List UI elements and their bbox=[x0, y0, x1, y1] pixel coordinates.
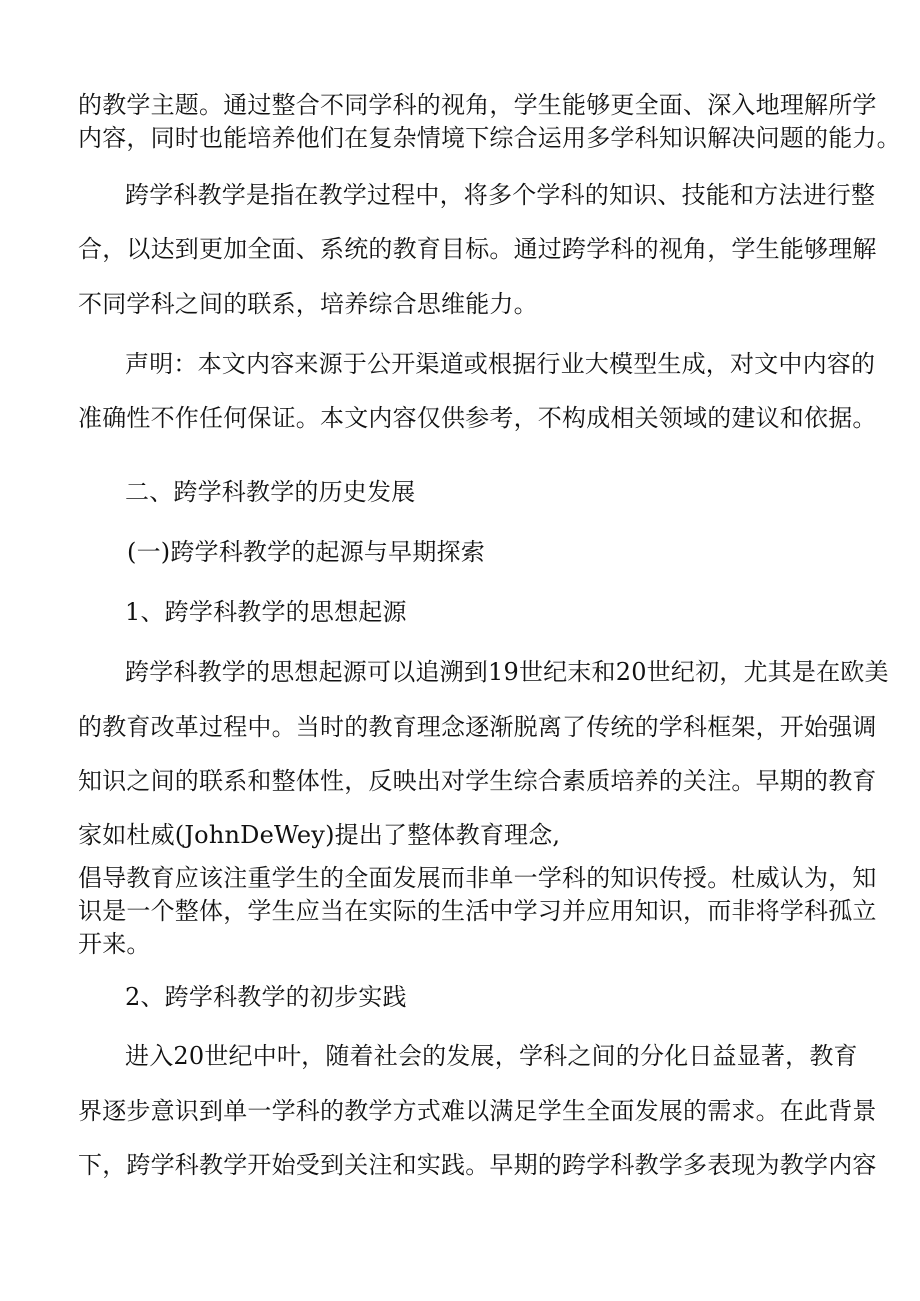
paragraph-line: 合，以达到更加全面、系统的教育目标。通过跨学科的视角，学生能够理解 bbox=[78, 235, 877, 263]
paragraph-line: 开来。 bbox=[78, 930, 151, 958]
disclaimer-line: 声明：本文内容来源于公开渠道或根据行业大模型生成，对文中内容的 bbox=[125, 350, 876, 378]
item-heading: 2、跨学科教学的初步实践 bbox=[125, 983, 407, 1011]
section-heading: 二、跨学科教学的历史发展 bbox=[125, 478, 416, 506]
paragraph-line: 的教学主题。通过整合不同学科的视角，学生能够更全面、深入地理解所学 bbox=[78, 91, 877, 119]
paragraph-line: 倡导教育应该注重学生的全面发展而非单一学科的知识传授。杜威认为，知 bbox=[78, 864, 877, 892]
paragraph-line: 进入20世纪中叶，随着社会的发展，学科之间的分化日益显著，教育 bbox=[125, 1042, 858, 1070]
paragraph-line: 跨学科教学的思想起源可以追溯到19世纪末和20世纪初，尤其是在欧美 bbox=[125, 658, 889, 686]
subsection-heading: (一)跨学科教学的起源与早期探索 bbox=[127, 538, 485, 566]
paragraph-line: 内容，同时也能培养他们在复杂情境下综合运用多学科知识解决问题的能力。 bbox=[78, 124, 901, 152]
item-heading: 1、跨学科教学的思想起源 bbox=[125, 598, 407, 626]
paragraph-line: 家如杜威(JohnDeWey)提出了整体教育理念, bbox=[78, 821, 561, 849]
paragraph-line: 的教育改革过程中。当时的教育理念逐渐脱离了传统的学科框架，开始强调 bbox=[78, 713, 877, 741]
disclaimer-line: 准确性不作任何保证。本文内容仅供参考，不构成相关领域的建议和依据。 bbox=[78, 404, 877, 432]
paragraph-line: 不同学科之间的联系，培养综合思维能力。 bbox=[78, 290, 538, 318]
paragraph-line: 知识之间的联系和整体性，反映出对学生综合素质培养的关注。早期的教育 bbox=[78, 767, 877, 795]
paragraph-line: 界逐步意识到单一学科的教学方式难以满足学生全面发展的需求。在此背景 bbox=[78, 1097, 877, 1125]
paragraph-line: 识是一个整体，学生应当在实际的生活中学习并应用知识，而非将学科孤立 bbox=[78, 897, 877, 925]
paragraph-line: 跨学科教学是指在教学过程中，将多个学科的知识、技能和方法进行整 bbox=[125, 181, 876, 209]
paragraph-line: 下，跨学科教学开始受到关注和实践。早期的跨学科教学多表现为教学内容 bbox=[78, 1151, 877, 1179]
